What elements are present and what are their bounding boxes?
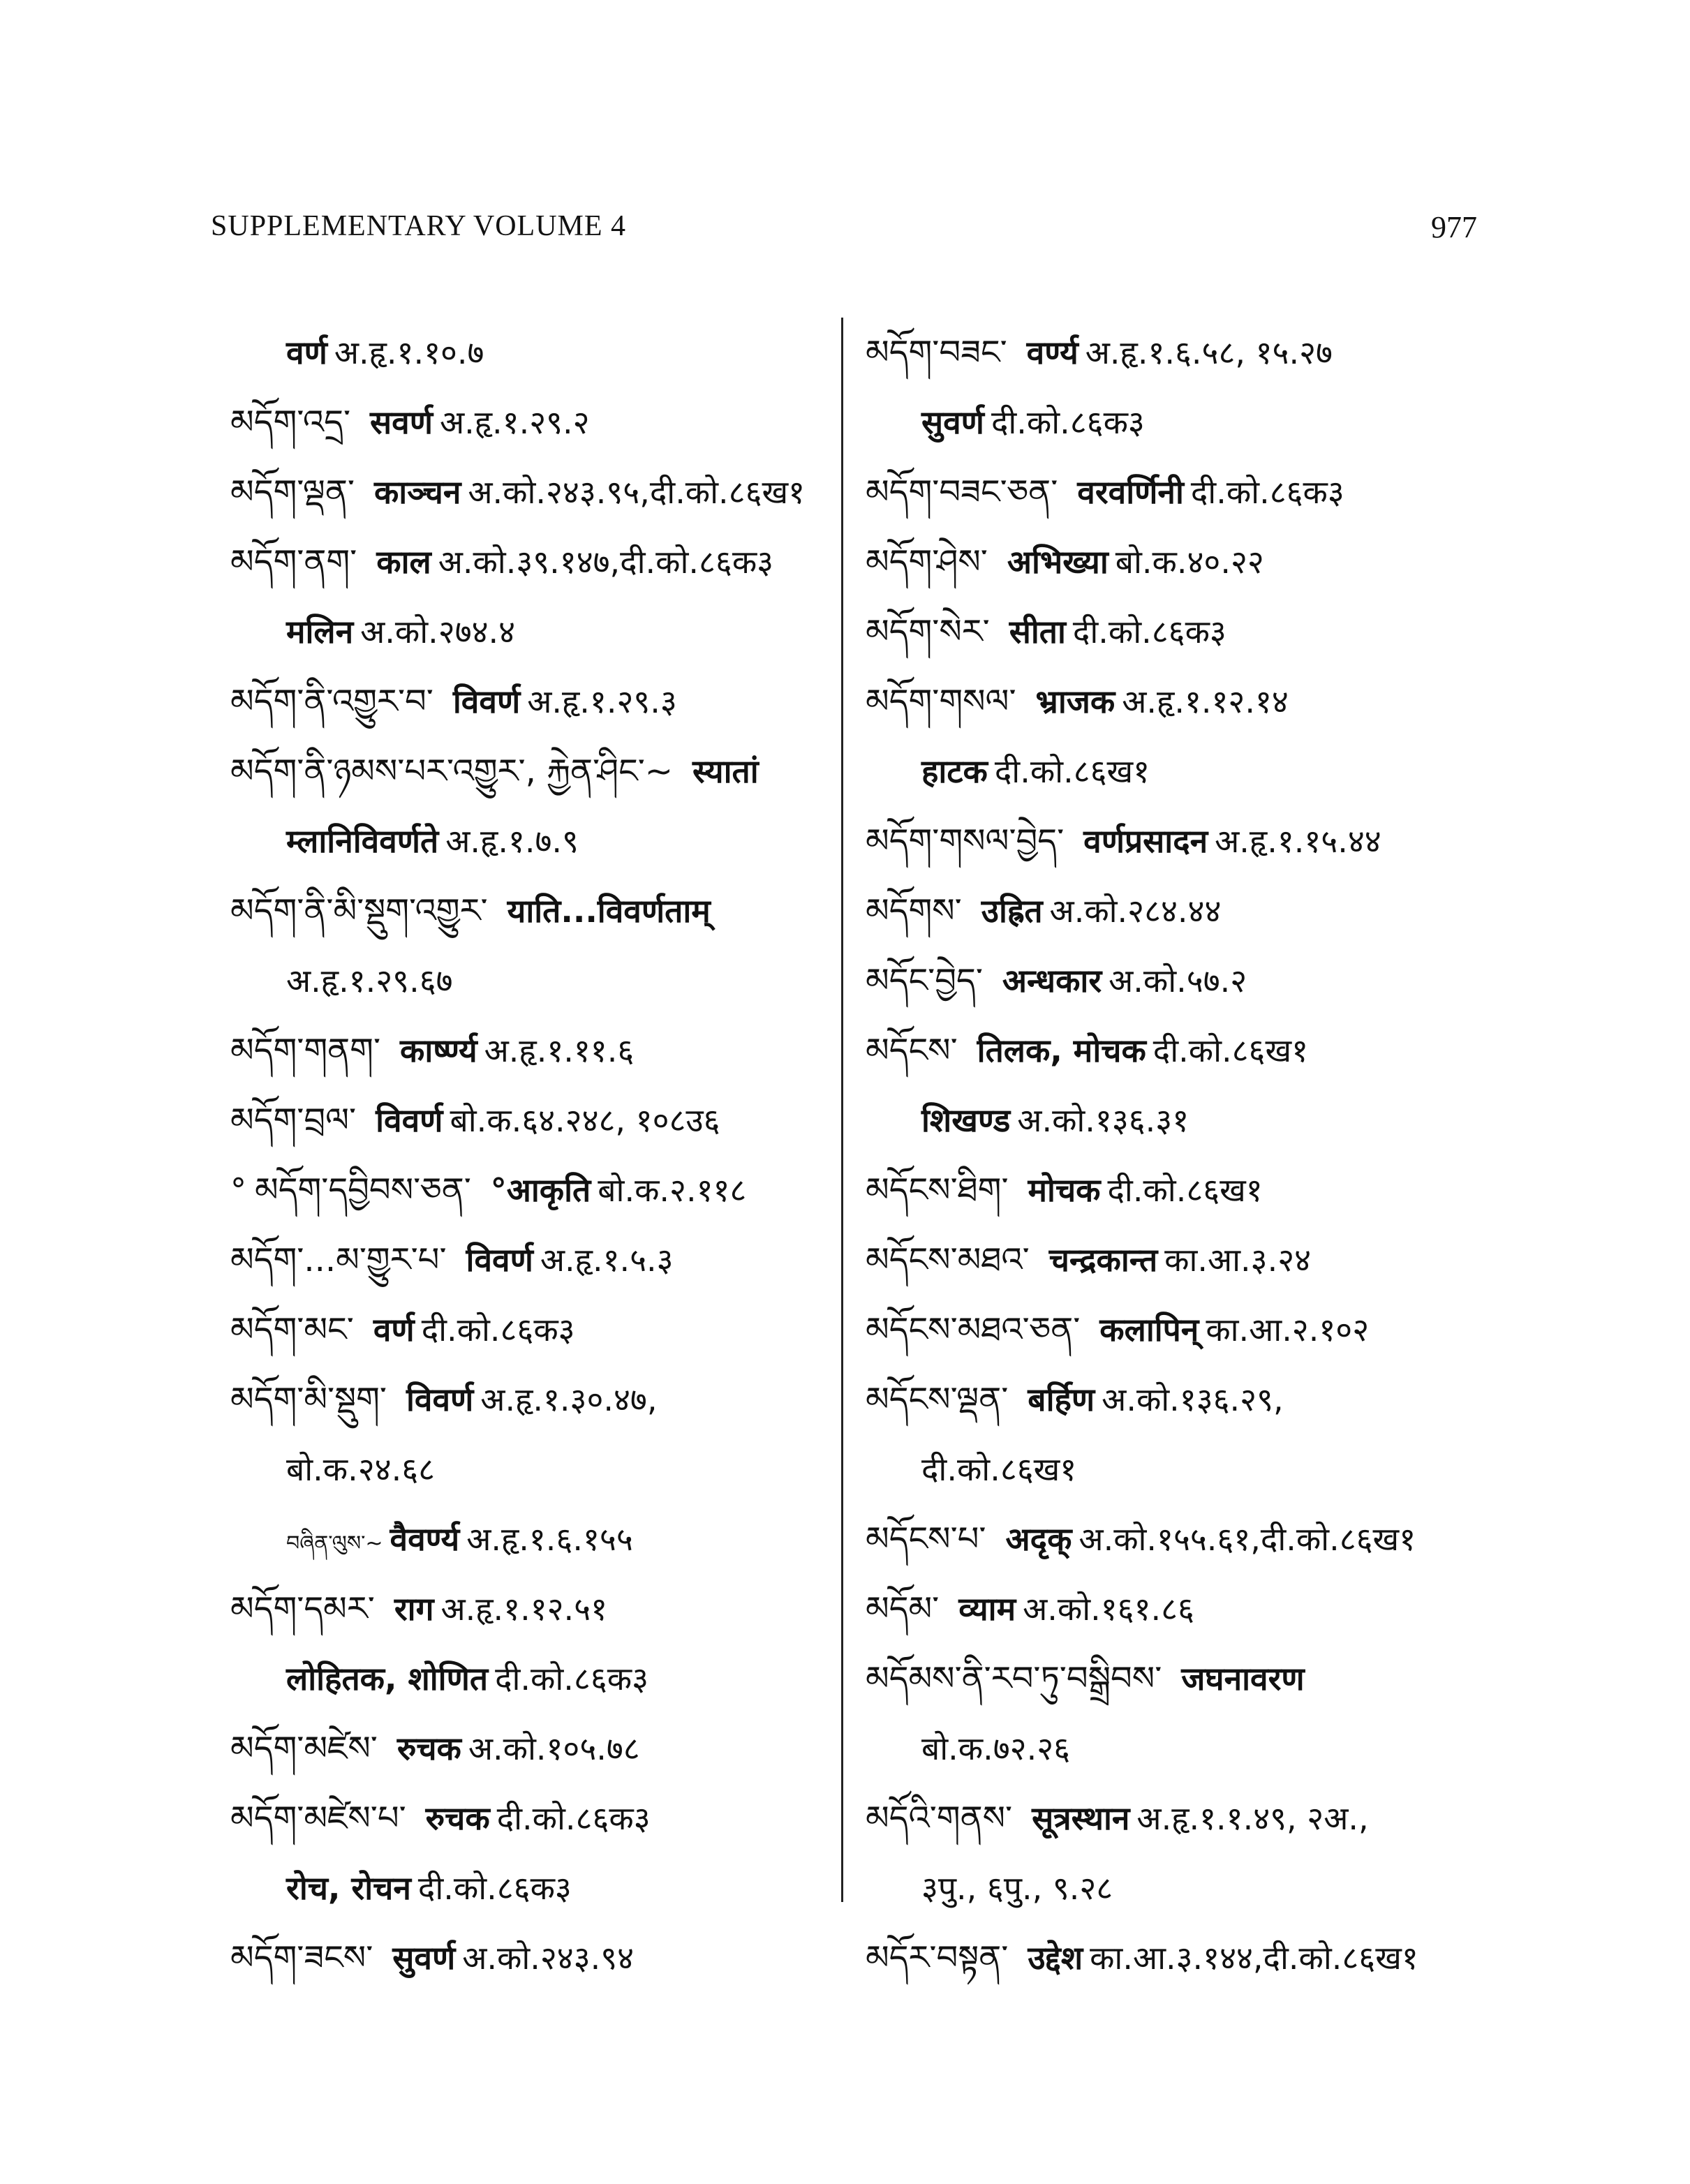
tibetan-term: མདོག་གནག་ [230, 1031, 381, 1070]
source-reference: अ.हृ.१.६.५८, १५.२७ [1085, 334, 1333, 371]
tibetan-term: མདོག་དབྱིབས་ཅན་ [255, 1171, 471, 1210]
dictionary-entry [866, 1225, 1494, 1295]
source-reference: दी.को.८६क३ [496, 1799, 651, 1837]
source-reference: दी.को.८६क३ [1072, 613, 1226, 651]
sanskrit-equivalent: लोहितक, शोणित [286, 1660, 489, 1698]
dictionary-entry [230, 1295, 845, 1365]
source-reference: दी.को.८६ख१ [921, 1450, 1077, 1488]
source-reference: अ.को.२४३.९५,दी.को.८६ख१ [468, 473, 806, 511]
entry-continuation [866, 1853, 1494, 1923]
sanskrit-equivalent: अभिख्या [1007, 543, 1109, 581]
tibetan-term: མདོག་ནི་མི་སྡུག་འགྱུར་ [230, 891, 488, 930]
sanskrit-equivalent: मोचक [1028, 1171, 1101, 1209]
entry-continuation [230, 597, 845, 667]
source-reference: अ.को.१०५.७८ [468, 1730, 640, 1767]
sanskrit-equivalent: अदृक् [1005, 1520, 1072, 1558]
source-reference: अ.को.५७.२ [1109, 962, 1247, 1000]
sanskrit-equivalent: विवर्ण [452, 683, 521, 720]
source-reference: ३पु., ६पु., ९.२८ [921, 1869, 1113, 1907]
entry-continuation [230, 318, 845, 387]
sanskrit-equivalent: वर्ण [286, 334, 327, 371]
source-reference: दी.को.८६क३ [1190, 473, 1344, 511]
sanskrit-equivalent: उह्रित [981, 892, 1043, 930]
sanskrit-equivalent: व्याम [958, 1590, 1016, 1628]
tibetan-term: མདོངས་ལྡན་ [866, 1380, 1009, 1419]
entry-continuation [866, 736, 1494, 806]
source-reference: का.आ.३.२४ [1164, 1241, 1312, 1279]
tibetan-term: མདོངས་ཐིག་ [866, 1171, 1009, 1210]
source-reference: अ.हृ.१.२९.३ [527, 683, 677, 720]
sanskrit-equivalent: वर्ण्य [1026, 334, 1079, 371]
tibetan-term: མདོག་ཟངས་ [230, 1938, 373, 1977]
sanskrit-equivalent: रुचक [396, 1730, 461, 1767]
column-divider [841, 318, 843, 1902]
tibetan-term: མདོག་ཤེས་ [866, 542, 988, 581]
tibetan-term: མདོག་སེར་ [866, 612, 990, 651]
source-reference: अ.हृ.१.१५.४४ [1215, 822, 1381, 860]
sanskrit-equivalent: सूत्रस्थान [1032, 1799, 1130, 1837]
sanskrit-equivalent: शिखण्ड [921, 1101, 1011, 1139]
sanskrit-equivalent: काल [376, 543, 431, 581]
entry-continuation [866, 387, 1494, 457]
sanskrit-equivalent: रुचक [425, 1799, 490, 1837]
entry-continuation [230, 1504, 845, 1574]
sanskrit-equivalent: बर्हिण [1028, 1381, 1095, 1418]
dictionary-entry [230, 1085, 845, 1155]
dictionary-entry [866, 1574, 1494, 1644]
tibetan-term: མདོགས་ [866, 891, 962, 930]
source-reference: दी.को.८६ख१ [994, 752, 1150, 790]
sanskrit-equivalent: वैवर्ण्य [390, 1520, 460, 1558]
source-reference: अ.को.१३६.३१ [1017, 1101, 1189, 1139]
sanskrit-equivalent: काञ्चन [373, 473, 461, 511]
dictionary-entry [230, 667, 845, 736]
sanskrit-equivalent: विवर्ण [466, 1241, 533, 1279]
sanskrit-equivalent: जघनावरण [1181, 1660, 1305, 1698]
tibetan-term: མདོག་བཟང་ [866, 333, 1007, 372]
entry-continuation [866, 1085, 1494, 1155]
source-reference: बो.क.७२.२६ [921, 1730, 1071, 1767]
sanskrit-equivalent: विवर्ण [406, 1381, 474, 1418]
source-reference: अ.हृ.१.११.६ [484, 1032, 635, 1069]
source-reference: अ.को.३९.१४७,दी.को.८६क३ [438, 543, 774, 581]
sub-entry-tibetan: བཞིན་ལུས་~ [286, 1531, 383, 1556]
dictionary-entry [866, 1644, 1494, 1714]
tibetan-term: མདོག་ནི་ཉམས་པར་འགྱུར་, རྐྱེན་ཤིང་~ [230, 752, 674, 791]
sanskrit-equivalent: वर्ण [373, 1311, 415, 1349]
dictionary-entry [866, 806, 1494, 876]
entry-continuation [230, 1853, 845, 1923]
source-reference: दी.को.८६क३ [495, 1660, 648, 1698]
tibetan-term: མདོངས་མཐའ་ [866, 1240, 1030, 1279]
entry-continuation [230, 806, 845, 876]
source-reference: अ.हृ.१.५.३ [540, 1241, 674, 1279]
sanskrit-equivalent: उद्देश [1028, 1939, 1083, 1977]
tibetan-term: མདོངས་མཐའ་ཅན་ [866, 1310, 1081, 1349]
dictionary-entry [866, 1504, 1494, 1574]
source-reference: दी.को.८६ख१ [1107, 1171, 1263, 1209]
source-reference: अ.हृ.१.१०.७ [334, 334, 484, 371]
dictionary-entry [866, 1155, 1494, 1225]
entry-continuation [866, 1714, 1494, 1783]
tibetan-term: མདོག་འདྲ་ [230, 403, 351, 442]
tibetan-term: མདོག་མཛེས་པ་ [230, 1799, 406, 1838]
dictionary-entry [230, 1574, 845, 1644]
tibetan-term: མདོག་...མ་གྱུར་པ་ [230, 1240, 447, 1279]
entry-continuation [230, 1644, 845, 1714]
source-reference: अ.को.२८४.४४ [1049, 892, 1222, 930]
dictionary-entry [866, 318, 1494, 387]
source-reference: अ.हृ.१.२९.२ [439, 403, 590, 441]
tibetan-term: མདོངས་ [866, 1031, 958, 1070]
tibetan-term: མདོག་མཛེས་ [230, 1729, 378, 1768]
dictionary-entry [230, 1155, 845, 1225]
dictionary-entry [230, 736, 845, 806]
source-reference: अ.को.१३६.२९, [1102, 1381, 1284, 1418]
dictionary-entry [230, 1016, 845, 1085]
dictionary-entry [230, 1783, 845, 1853]
tibetan-term: མདོག་བཟང་ཅན་ [866, 473, 1058, 512]
sanskrit-equivalent: सुवर्ण [392, 1939, 456, 1977]
source-reference: अ.हृ.१.२९.६७ [286, 962, 453, 1000]
source-reference: का.आ.३.१४४,दी.को.८६ख१ [1090, 1939, 1418, 1977]
sanskrit-equivalent: विवर्ण [376, 1101, 443, 1139]
dictionary-entry [866, 1016, 1494, 1085]
entry-mark: ° [230, 1171, 246, 1209]
dictionary-entry [866, 1783, 1494, 1853]
dictionary-entry [230, 1225, 845, 1295]
sanskrit-equivalent: चन्द्रकान्त [1048, 1241, 1158, 1279]
source-reference: बो.क.२४.६८ [286, 1450, 436, 1488]
sanskrit-equivalent: अन्धकार [1002, 962, 1102, 1000]
tibetan-term: མདོག་ལྡན་ [230, 473, 355, 512]
dictionary-entry [230, 457, 845, 527]
sanskrit-equivalent: कलापिन् [1099, 1311, 1199, 1349]
page-number: 977 [1431, 210, 1477, 244]
sanskrit-equivalent: सुवर्ण [921, 403, 984, 441]
source-reference: बो.क.२.११८ [598, 1171, 747, 1209]
source-reference: अ.हृ.१.१२.१४ [1122, 683, 1289, 720]
source-reference: अ.हृ.१.१२.५१ [440, 1590, 608, 1628]
running-head: SUPPLEMENTARY VOLUME 4 [211, 210, 627, 242]
source-reference: दी.को.८६क३ [991, 403, 1145, 441]
tibetan-term: མདོག་མི་སྡུག་ [230, 1380, 387, 1419]
dictionary-entry [866, 457, 1494, 527]
sanskrit-equivalent: म्लानिविवर्णते [286, 822, 439, 860]
sanskrit-equivalent: सवर्ण [370, 403, 433, 441]
tibetan-term: མདོང་བྱེད་ [866, 961, 983, 1000]
entry-continuation [866, 1434, 1494, 1504]
dictionary-entry [866, 946, 1494, 1016]
tibetan-term: མདོག་བྲལ་ [230, 1101, 357, 1140]
sanskrit-equivalent: तिलक, मोचक [977, 1032, 1146, 1069]
dictionary-entry [866, 527, 1494, 597]
tibetan-term: མདོའི་གནས་ [866, 1799, 1013, 1838]
source-reference: दी.को.८६क३ [417, 1869, 572, 1907]
source-reference: दी.को.८६ख१ [1152, 1032, 1308, 1069]
tibetan-term: མདོར་བསྟན་ [866, 1938, 1009, 1977]
tibetan-term: མདོག་ནི་འགྱུར་བ་ [230, 682, 433, 721]
sanskrit-equivalent: °आकृति [490, 1171, 591, 1209]
dictionary-entry [230, 1365, 845, 1434]
tibetan-term: མདོམས་ནི་རབ་ཏུ་བསྒྲིབས་ [866, 1659, 1162, 1698]
dictionary-entry [866, 1923, 1494, 1993]
source-reference: का.आ.२.१०२ [1206, 1311, 1370, 1349]
dictionary-entry [866, 667, 1494, 736]
entry-continuation [230, 1434, 845, 1504]
sanskrit-equivalent: वर्णप्रसादन [1083, 822, 1208, 860]
source-reference: दी.को.८६क३ [421, 1311, 575, 1349]
tibetan-term: མདོག་ནག་ [230, 542, 357, 581]
dictionary-entry [866, 597, 1494, 667]
dictionary-entry [230, 387, 845, 457]
dictionary-entry [230, 1923, 845, 1993]
source-reference: अ.को.२७४.४ [360, 613, 516, 651]
tibetan-term: མདོག་མང་ [230, 1310, 354, 1349]
sanskrit-equivalent: सीता [1009, 613, 1066, 651]
source-reference: बो.क.४०.२२ [1115, 543, 1264, 581]
dictionary-entry [866, 876, 1494, 946]
entry-continuation [230, 946, 845, 1016]
dictionary-entry [230, 1714, 845, 1783]
dictionary-entry [866, 1295, 1494, 1365]
tibetan-term: མདོག་གསལ་ [866, 682, 1016, 721]
dictionary-entry [230, 527, 845, 597]
source-reference: अ.हृ.१.७.९ [445, 822, 579, 860]
sanskrit-equivalent: याति...विवर्णताम् [507, 892, 711, 930]
source-reference: अ.हृ.१.६.१५५ [466, 1520, 633, 1558]
sanskrit-equivalent: राग [394, 1590, 434, 1628]
source-reference: बो.क.६४.२४८, १०८उ६ [450, 1101, 720, 1139]
tibetan-term: མདོངས་པ་ [866, 1520, 986, 1559]
source-reference: अ.को.१५५.६१,दी.को.८६ख१ [1079, 1520, 1416, 1558]
source-reference: अ.हृ.१.३०.४७, [480, 1381, 658, 1418]
source-reference: अ.को.२४३.९४ [462, 1939, 635, 1977]
tibetan-term: མདོམ་ [866, 1589, 940, 1628]
tibetan-term: མདོག་གསལ་བྱེད་ [866, 822, 1065, 861]
sanskrit-equivalent: कार्ष्ण्य [400, 1032, 477, 1069]
tibetan-term: མདོག་དམར་ [230, 1589, 375, 1628]
dictionary-entry [866, 1365, 1494, 1434]
right-column [866, 318, 1494, 1993]
left-column [230, 318, 845, 1993]
source-reference: अ.हृ.१.१.४९, २अ., [1136, 1799, 1369, 1837]
source-reference: अ.को.१६१.८६ [1023, 1590, 1194, 1628]
sanskrit-equivalent: रोच, रोचन [286, 1869, 411, 1907]
sanskrit-equivalent: स्यातां [692, 752, 759, 790]
sanskrit-equivalent: वरवर्णिनी [1077, 473, 1184, 511]
dictionary-entry [230, 876, 845, 946]
sanskrit-equivalent: मलिन [286, 613, 354, 651]
sanskrit-equivalent: भ्राजक [1035, 683, 1115, 720]
sanskrit-equivalent: हाटक [921, 752, 988, 790]
